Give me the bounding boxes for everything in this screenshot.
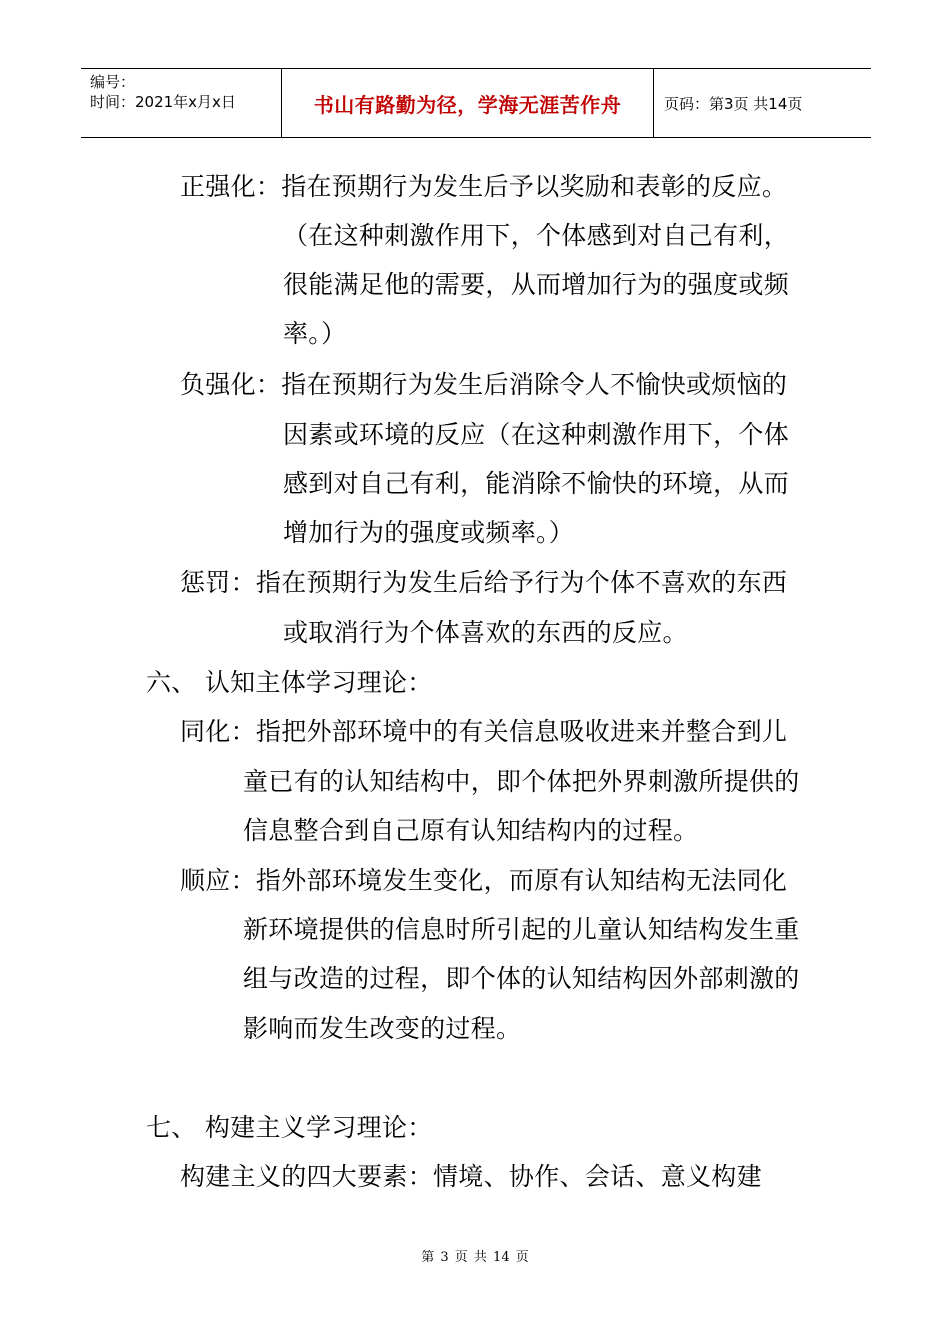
section-heading-six: 六、 认知主体学习理论： <box>146 668 433 697</box>
text-line-negative-reinforcement: 负强化：指在预期行为发生后消除令人不愉快或烦恼的 <box>180 370 788 399</box>
section-heading-seven: 七、 构建主义学习理论： <box>146 1113 433 1142</box>
document-number-label: 编号： <box>90 73 136 91</box>
text-line: 组与改造的过程，即个体的认知结构因外部刺激的 <box>243 964 800 993</box>
text-line: 新环境提供的信息时所引起的儿童认知结构发生重 <box>243 915 800 944</box>
text-line-punishment: 惩罚：指在预期行为发生后给予行为个体不喜欢的东西 <box>180 568 788 597</box>
text-line-accommodation: 顺应：指外部环境发生变化，而原有认知结构无法同化 <box>180 866 788 895</box>
text-line: （在这种刺激作用下，个体感到对自己有利， <box>283 221 790 250</box>
text-line: 感到对自己有利，能消除不愉快的环境，从而 <box>283 469 790 498</box>
text-line: 因素或环境的反应（在这种刺激作用下，个体 <box>283 420 790 449</box>
page-header <box>81 68 871 138</box>
header-meta <box>81 69 282 137</box>
text-line: 很能满足他的需要，从而增加行为的强度或频 <box>283 270 790 299</box>
text-line: 信息整合到自己原有认知结构内的过程。 <box>243 816 699 845</box>
page-footer: 第 3 页 共 14 页 <box>421 1250 529 1265</box>
text-line: 率。） <box>283 319 347 348</box>
text-line: 影响而发生改变的过程。 <box>243 1014 522 1043</box>
header-motto: 书山有路勤为径，学海无涯苦作舟 <box>282 69 654 137</box>
text-line: 增加行为的强度或频率。） <box>283 518 575 547</box>
text-line-assimilation: 同化：指把外部环境中的有关信息吸收进来并整合到儿 <box>180 717 788 746</box>
document-date-label: 时间：2021年x月x日 <box>90 93 236 111</box>
text-line-constructivism-elements: 构建主义的四大要素：情境、协作、会话、意义构建 <box>180 1162 762 1191</box>
text-line: 童已有的认知结构中，即个体把外界刺激所提供的 <box>243 767 800 796</box>
text-line-positive-reinforcement: 正强化：指在预期行为发生后予以奖励和表彰的反应。 <box>180 172 788 201</box>
header-page-info: 页码：第3页 共14页 <box>664 94 803 113</box>
text-line: 或取消行为个体喜欢的东西的反应。 <box>283 618 688 647</box>
